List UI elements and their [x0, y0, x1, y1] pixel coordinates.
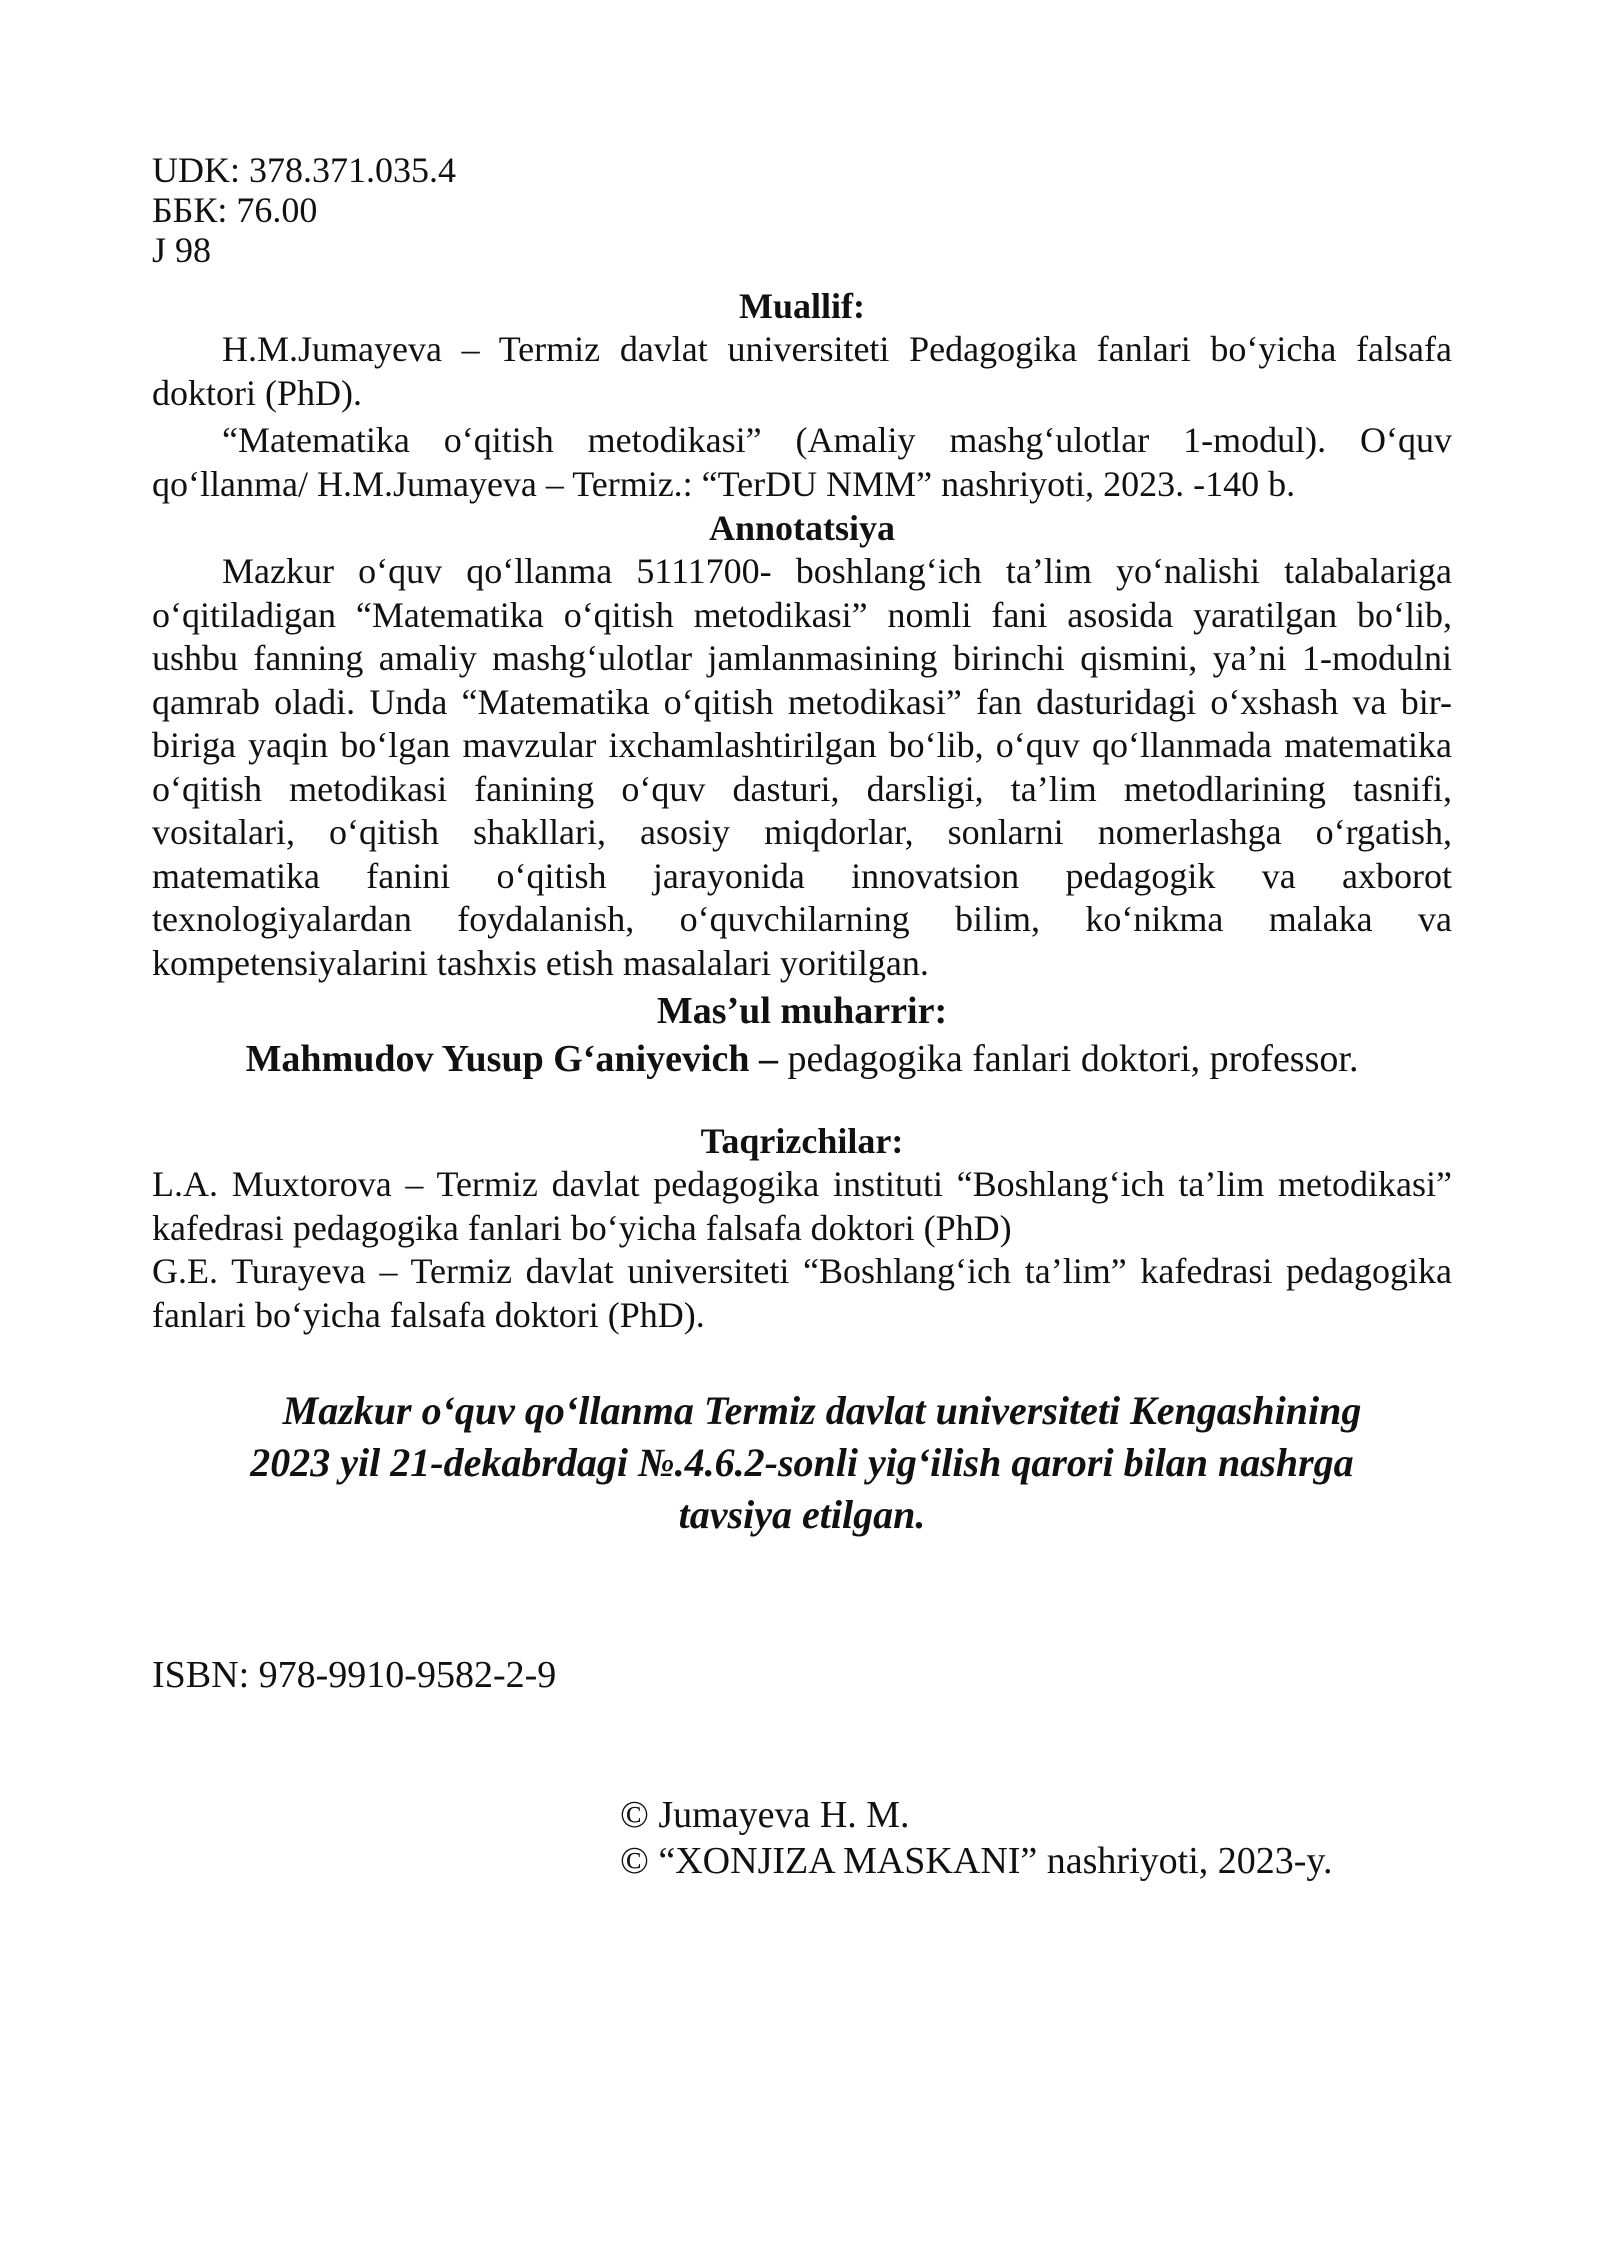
udk-code: UDK: 378.371.035.4 — [152, 150, 456, 190]
citation-text: “Matematika o‘qitish metodikasi” (Amaliy mashg‘ulotlar 1-modul). O‘quv qo‘llanma/ H.M.Jumayeva – Termiz.: “TerDU NMM” nashriyoti, 2023. -140 b. — [152, 420, 1452, 504]
recommendation-block — [152, 1385, 1452, 1541]
editor-title: pedagogika fanlari doktori, professor. — [778, 1038, 1359, 1080]
author-code: J 98 — [152, 230, 212, 270]
bbk-code: ББК: 76.00 — [152, 190, 318, 230]
author-text: H.M.Jumayeva – Termiz davlat universiteti Pedagogika fanlari bo‘yicha falsafa doktori (PhD). — [152, 329, 1452, 413]
copyright-publisher: © “XONJIZA MASKANI” nashriyoti, 2023-y. — [620, 1840, 1333, 1882]
document-page — [152, 150, 1452, 1541]
isbn-number: ISBN: 978-9910-9582-2-9 — [152, 1654, 557, 1696]
copyright-block — [620, 1792, 1332, 1884]
editor-heading: Mas’ul muharrir: — [656, 990, 948, 1032]
editor-line — [152, 1035, 1452, 1083]
annotation-heading: Annotatsiya — [708, 508, 896, 548]
copyright-author: © Jumayeva H. M. — [620, 1794, 910, 1836]
editor-name: Mahmudov Yusup G‘aniyevich – — [245, 1038, 779, 1080]
recommendation-line-2: 2023 yil 21-dekabrdagi №.4.6.2-sonli yig‘ilish qarori bilan nashrga — [250, 1440, 1354, 1485]
author-heading: Muallif: — [739, 286, 865, 326]
annotation-text: Mazkur o‘quv qo‘llanma 5111700- boshlang‘ich ta’lim yo‘nalishi talabalariga o‘qitiladigan “Matematika o‘qitish metodikasi” nomli fani asosida yaratilgan bo‘lib, ushbu fanning amaliy mashg‘ulotlar jamlanmasining birinchi qismini, ya’ni 1-modulni qamrab oladi. Unda “Matematika o‘qitish metodikasi” fan dasturidagi o‘xshash va bir-biriga yaqin bo‘lgan mavzular ixchamlashtirilgan bo‘lib, o‘quv qo‘llanmada matematika o‘qitish metodikasi fanining o‘quv dasturi, darsligi, ta’lim metodlarining tasnifi, vositalari, o‘qitish shakllari, asosiy miqdorlar, sonlarni nomerlashga o‘rgatish, matematika fanini o‘qitish jarayonida innovatsion pedagogik va axborot texnologiyalardan foydalanish, o‘quvchilarning bilim, ko‘nikma malaka va kompetensiyalarini tashxis etish masalalari yoritilgan. — [152, 551, 1452, 983]
reviewers-heading: Taqrizchilar: — [700, 1121, 904, 1161]
recommendation-line-1: Mazkur o‘quv qo‘llanma Termiz davlat universiteti Kengashining — [282, 1388, 1362, 1433]
reviewer-second: G.E. Turayeva – Termiz davlat universiteti “Boshlang‘ich ta’lim” kafedrasi pedagogika fanlari bo‘yicha falsafa doktori (PhD). — [152, 1251, 1452, 1335]
recommendation-line-3: tavsiya etilgan. — [678, 1492, 926, 1537]
reviewer-first: L.A. Muxtorova – Termiz davlat pedagogika instituti “Boshlang‘ich ta’lim metodikasi” kafedrasi pedagogika fanlari bo‘yicha falsafa doktori (PhD) — [152, 1164, 1452, 1248]
